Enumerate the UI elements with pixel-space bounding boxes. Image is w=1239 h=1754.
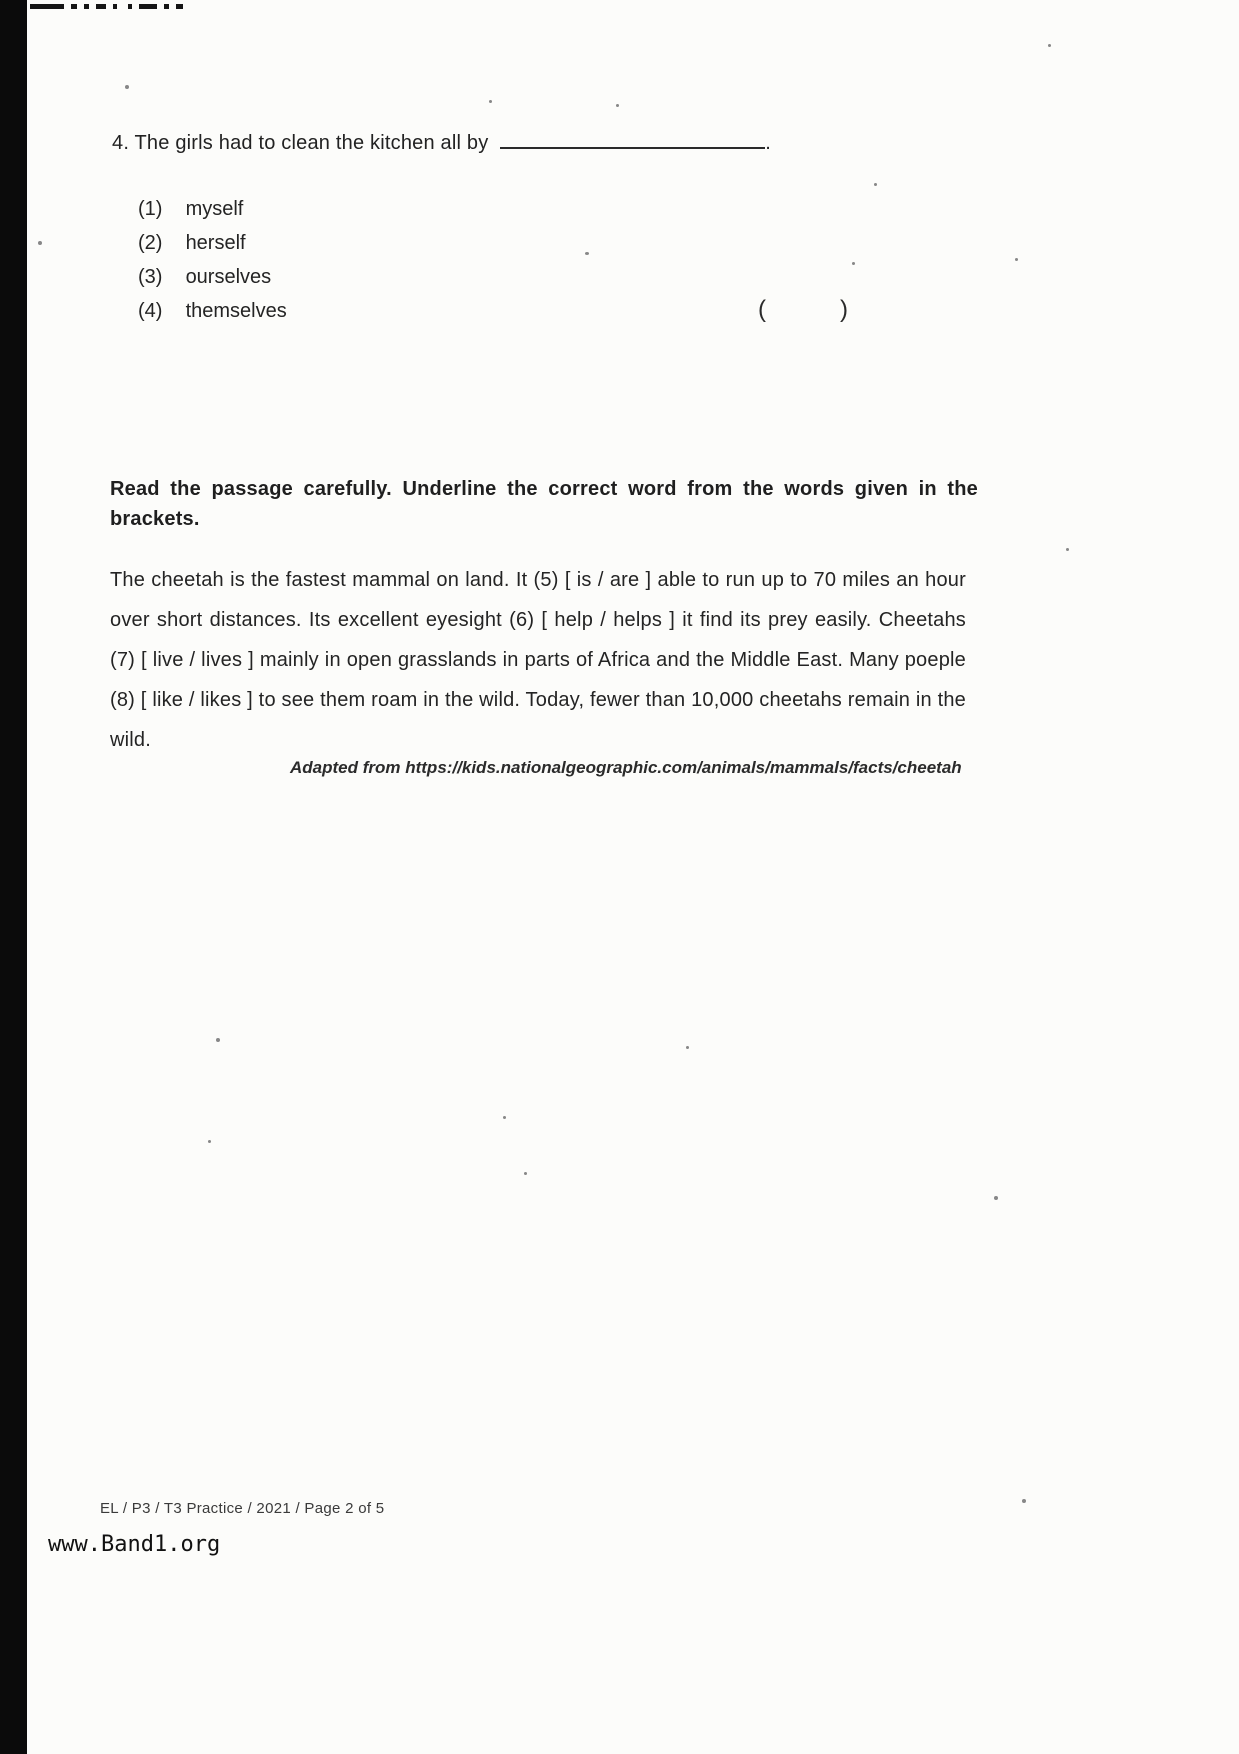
scan-speckle <box>38 241 42 245</box>
scan-speckle <box>852 262 855 265</box>
option-label: ourselves <box>185 266 272 288</box>
bracket-open: ( <box>758 296 766 323</box>
scan-speckle <box>616 104 619 107</box>
scan-speckle <box>216 1038 220 1042</box>
blank-suffix: . <box>765 132 771 154</box>
scan-top-marks <box>30 4 330 14</box>
scan-speckle <box>524 1172 527 1175</box>
scan-edge-artifact <box>0 0 27 1754</box>
option-4 <box>138 300 287 323</box>
passage-text: The cheetah is the fastest mammal on land. It (5) [ is / are ] able to run up to 70 miles an hour over short distances. Its excellent eyesight (6) [ help / helps ] it find its prey easily. Cheetahs (7) [ live / lives ] mainly in open grasslands in parts of Africa and the Middle East. Many poeple (8) [ like / likes ] to see them roam in the wild. Today, fewer than 10,000 cheetahs remain in the wild. <box>110 569 966 751</box>
page-footer: EL / P3 / T3 Practice / 2021 / Page 2 of 5 <box>100 1500 385 1517</box>
bracket-close: ) <box>840 296 848 323</box>
option-number: (1) <box>138 198 163 220</box>
scan-speckle <box>208 1140 211 1143</box>
option-label: themselves <box>185 300 287 322</box>
option-2 <box>138 232 287 255</box>
scan-speckle <box>585 252 589 255</box>
option-number: (3) <box>138 266 163 288</box>
passage-attribution: Adapted from https://kids.nationalgeographic.com/animals/mammals/facts/cheetah <box>290 758 962 777</box>
option-number: (4) <box>138 300 163 322</box>
scan-speckle <box>874 183 877 186</box>
scan-speckle <box>125 85 129 89</box>
option-label: myself <box>185 198 244 220</box>
answer-bracket-box <box>758 296 848 324</box>
section-instruction: Read the passage carefully. Underline the correct word from the words given in the brackets. <box>110 478 978 530</box>
scan-speckle <box>994 1196 998 1200</box>
scan-speckle <box>1022 1499 1026 1503</box>
option-1 <box>138 198 287 221</box>
scan-speckle <box>686 1046 689 1049</box>
question-4-options <box>138 198 287 334</box>
scan-speckle <box>503 1116 506 1119</box>
site-watermark: www.Band1.org <box>48 1532 221 1557</box>
option-3 <box>138 266 287 289</box>
question-text: The girls had to clean the kitchen all by <box>134 132 489 154</box>
question-4 <box>112 132 1012 155</box>
option-number: (2) <box>138 232 163 254</box>
scan-speckle <box>489 100 492 103</box>
scan-speckle <box>1066 548 1069 551</box>
question-number: 4. <box>112 132 130 154</box>
scan-speckle <box>1048 44 1051 47</box>
option-label: herself <box>185 232 246 254</box>
answer-blank-line <box>500 133 765 149</box>
scan-speckle <box>1015 258 1018 261</box>
